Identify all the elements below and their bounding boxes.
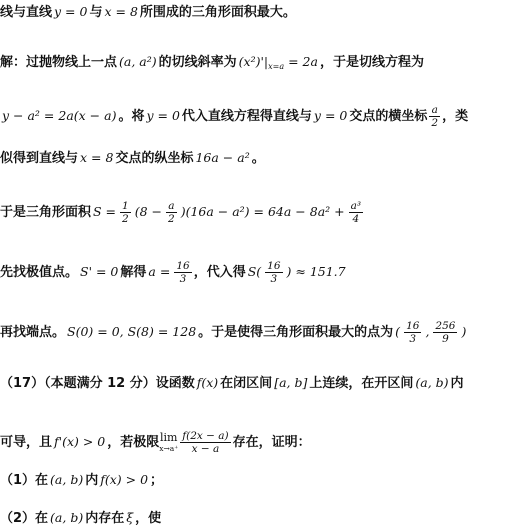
formula: [a, b] bbox=[274, 375, 308, 390]
text: ，类 bbox=[442, 109, 469, 124]
text: （2）在 bbox=[0, 511, 49, 526]
fraction-numerator: 256 bbox=[435, 320, 456, 332]
fraction-numerator: a³ bbox=[350, 200, 362, 212]
text: 内 bbox=[450, 376, 464, 391]
fraction-numerator: 16 bbox=[406, 320, 420, 332]
text: 可导，且 bbox=[0, 435, 53, 450]
formula: ) bbox=[461, 324, 467, 339]
formula: f(x) > 0 bbox=[100, 472, 149, 487]
text: 线与直线 bbox=[0, 5, 53, 20]
limit-operator: lim bbox=[160, 431, 178, 444]
text: 内存在 bbox=[85, 511, 125, 526]
formula bbox=[239, 54, 318, 69]
text: 在闭区间 bbox=[220, 376, 273, 391]
text: 交点的横坐标 bbox=[349, 109, 428, 124]
formula: x = 8 bbox=[104, 4, 138, 19]
fraction-numerator: 16 bbox=[176, 260, 190, 272]
formula: (a, b) bbox=[415, 375, 449, 390]
text: 所围成的三角形面积最大。 bbox=[139, 5, 296, 20]
formula: a = bbox=[148, 264, 171, 279]
text: 。于是使得三角形面积最大的点为 bbox=[198, 325, 394, 340]
fraction-numerator: a bbox=[429, 104, 440, 117]
text: 先找极值点。 bbox=[0, 265, 79, 280]
fraction bbox=[349, 200, 363, 225]
formula: 16a − a² bbox=[195, 150, 250, 165]
formula: y = 0 bbox=[54, 4, 88, 19]
text: （17）（本题满分 12 分）设函数 bbox=[0, 376, 195, 391]
formula-part: = 2a bbox=[288, 54, 318, 69]
text: 与 bbox=[89, 5, 103, 20]
fraction-denominator: 9 bbox=[442, 333, 449, 345]
formula: S' = 0 bbox=[80, 264, 119, 279]
text: （1）在 bbox=[0, 473, 49, 488]
formula: (a, b) bbox=[50, 510, 84, 525]
text-line-2 bbox=[0, 54, 424, 75]
formula: y − a² = 2a(x − a) bbox=[2, 108, 117, 123]
fraction-denominator: 2 bbox=[122, 213, 129, 225]
fraction-denominator: x − a bbox=[191, 443, 220, 455]
formula: f(x) bbox=[196, 375, 219, 390]
formula: (8 − bbox=[134, 204, 162, 219]
text-line-10 bbox=[0, 472, 163, 489]
fraction-numerator: 1 bbox=[122, 200, 129, 212]
formula: S(0) = 0, S(8) = 128 bbox=[67, 324, 197, 339]
text-line-1 bbox=[0, 4, 296, 21]
text-line-9 bbox=[0, 430, 311, 455]
fraction bbox=[265, 260, 282, 285]
fraction bbox=[120, 200, 131, 225]
formula: S = bbox=[93, 204, 117, 219]
fraction-numerator: f(2x − a) bbox=[182, 430, 229, 442]
fraction-numerator: a bbox=[166, 200, 177, 213]
text: ； bbox=[150, 473, 164, 488]
text: 的切线斜率为 bbox=[158, 55, 237, 70]
text: ，使 bbox=[135, 511, 162, 526]
formula-subscript: x=a bbox=[268, 62, 285, 71]
formula: (a, b) bbox=[50, 472, 84, 487]
formula: ξ bbox=[126, 510, 134, 525]
text-line-6 bbox=[0, 260, 348, 285]
text-line-3 bbox=[0, 104, 468, 129]
formula: ( bbox=[395, 324, 401, 339]
fraction-denominator: 3 bbox=[179, 273, 187, 285]
formula: ) ≈ 151.7 bbox=[286, 264, 346, 279]
formula: y = 0 bbox=[146, 108, 180, 123]
text: ，若极限 bbox=[107, 435, 160, 450]
text: 。 bbox=[251, 151, 265, 166]
formula: , bbox=[425, 324, 430, 339]
text: ，代入得 bbox=[193, 265, 246, 280]
fraction-denominator: 3 bbox=[270, 273, 278, 285]
text: 似得到直线与 bbox=[0, 151, 79, 166]
formula: x = 8 bbox=[80, 150, 114, 165]
text: 解得 bbox=[120, 265, 147, 280]
formula: )(16a − a²) = 64a − 8a² + bbox=[180, 204, 345, 219]
fraction bbox=[166, 200, 177, 225]
fraction-denominator: 2 bbox=[168, 213, 175, 225]
formula: S( bbox=[247, 264, 262, 279]
formula: f'(x) > 0 bbox=[54, 434, 106, 449]
fraction bbox=[404, 320, 421, 345]
text-line-11 bbox=[0, 510, 161, 527]
text: 内 bbox=[85, 473, 99, 488]
text-line-8 bbox=[0, 375, 464, 392]
fraction bbox=[174, 260, 191, 285]
text-line-5 bbox=[0, 200, 365, 225]
text: 上连续，在开区间 bbox=[309, 376, 414, 391]
text-line-7 bbox=[0, 320, 468, 345]
formula: y = 0 bbox=[313, 108, 348, 123]
fraction-numerator: 16 bbox=[267, 260, 281, 272]
limit-subscript: x→a⁺ bbox=[159, 444, 179, 453]
text: 代入直线方程得直线与 bbox=[181, 109, 312, 124]
text-line-4 bbox=[0, 150, 265, 167]
text: 再找端点。 bbox=[0, 325, 66, 340]
limit bbox=[159, 432, 178, 453]
text: 交点的纵坐标 bbox=[115, 151, 194, 166]
fraction-denominator: 4 bbox=[352, 213, 360, 225]
text: 。将 bbox=[118, 109, 145, 124]
fraction bbox=[433, 320, 457, 345]
formula-part: (x²)'| bbox=[238, 54, 269, 69]
fraction-denominator: 2 bbox=[431, 117, 439, 129]
text: 存在，证明： bbox=[232, 435, 311, 450]
fraction-denominator: 3 bbox=[409, 333, 417, 345]
text: 解：过抛物线上一点 bbox=[0, 55, 118, 70]
fraction bbox=[180, 430, 230, 455]
text: 于是三角形面积 bbox=[0, 205, 92, 220]
text: ，于是切线方程为 bbox=[319, 55, 424, 70]
formula: (a, a²) bbox=[119, 54, 157, 69]
fraction bbox=[429, 104, 440, 129]
